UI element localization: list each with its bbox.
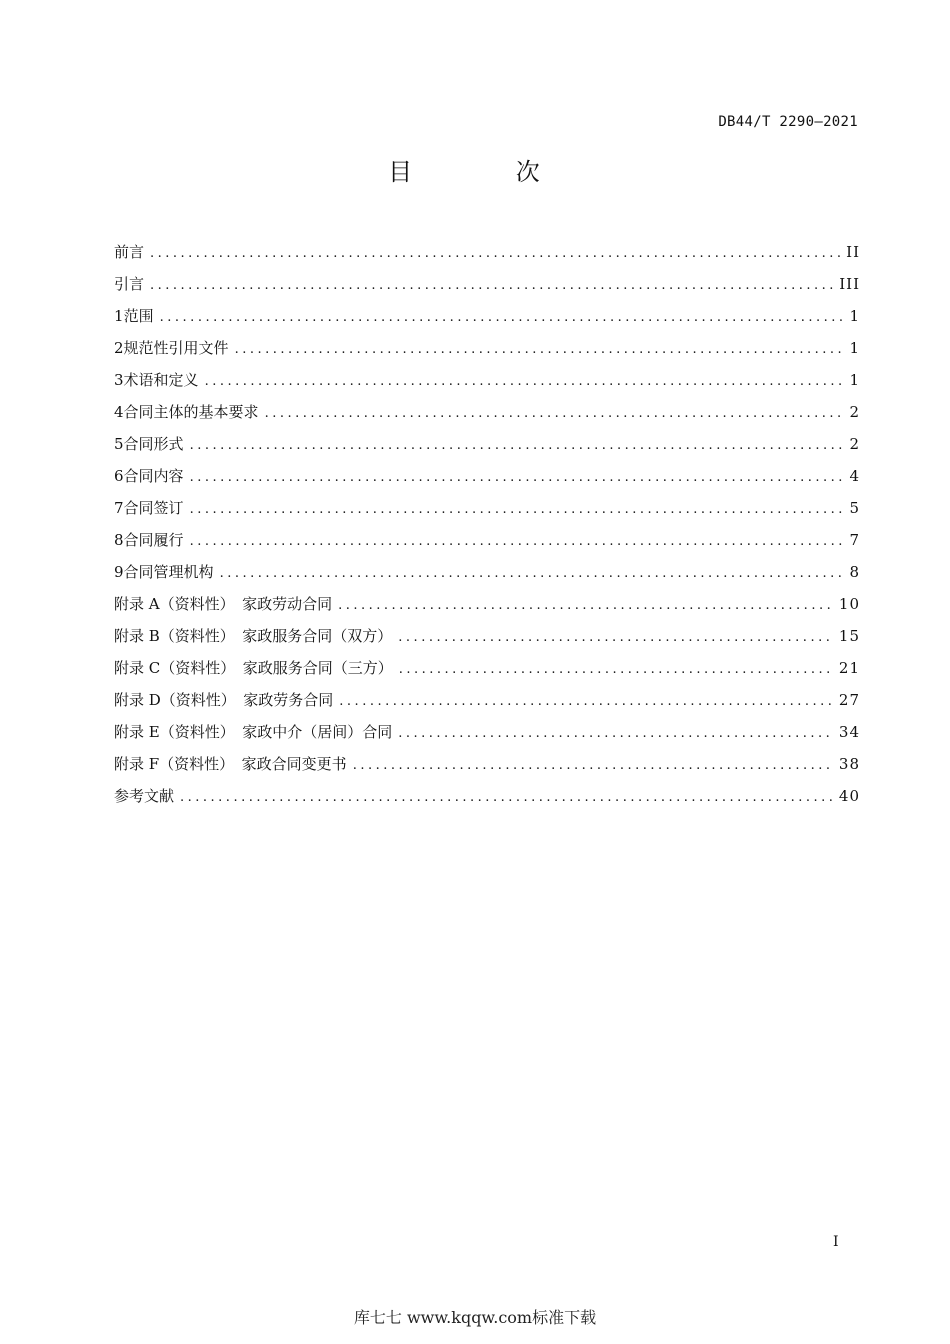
toc-entry-8[interactable] [114,524,860,556]
toc-label: 合同履行 [123,531,184,549]
toc-entry-5[interactable] [114,428,860,460]
toc-page: 1 [849,339,860,357]
toc-label: 合同内容 [123,467,184,485]
toc-entry-9[interactable] [114,556,860,588]
toc-leader [190,462,842,494]
toc-leader [398,622,833,654]
toc-page: 38 [838,755,860,773]
toc-leader [339,686,833,718]
toc-number: 8 [114,531,124,549]
toc-leader [399,654,833,686]
toc-entry-appendix-d[interactable] [114,684,860,716]
toc-page: 34 [838,723,860,741]
toc-leader [190,526,842,558]
toc-entry-appendix-e[interactable] [114,716,860,748]
toc-label: 前言 [114,243,145,261]
toc-page: 40 [838,787,860,805]
toc-leader [338,590,833,622]
toc-label: 附录 A（资料性） 家政劳动合同 [114,595,333,613]
toc-page: 10 [838,595,860,613]
toc-page: 4 [849,467,860,485]
toc-label: 术语和定义 [123,371,199,389]
toc-number: 6 [114,467,124,485]
toc-leader [180,782,833,814]
standard-code: DB44/T 2290—2021 [718,114,858,130]
toc-number: 4 [114,403,124,421]
toc-page: III [839,275,860,293]
toc-number: 2 [114,339,124,357]
table-of-contents [114,236,860,812]
toc-leader [235,334,842,366]
toc-page: 21 [838,659,860,677]
toc-leader [265,398,842,430]
toc-page: 2 [849,403,860,421]
toc-leader [398,718,833,750]
toc-label: 参考文献 [114,787,175,805]
toc-entry-3[interactable] [114,364,860,396]
footer-watermark: 库七七 www.kqqw.com标准下载 [353,1308,597,1327]
page-number: I [833,1234,839,1250]
toc-leader [150,238,840,270]
toc-leader [190,494,842,526]
toc-page: 1 [849,307,860,325]
toc-page: 2 [849,435,860,453]
toc-number: 9 [114,563,124,581]
toc-entry-appendix-b[interactable] [114,620,860,652]
toc-label: 引言 [114,275,145,293]
toc-entry-appendix-c[interactable] [114,652,860,684]
toc-label: 合同主体的基本要求 [123,403,259,421]
toc-leader [150,270,833,302]
toc-number: 3 [114,371,124,389]
toc-entry-appendix-a[interactable] [114,588,860,620]
toc-label: 合同形式 [123,435,184,453]
toc-entry-7[interactable] [114,492,860,524]
toc-entry-6[interactable] [114,460,860,492]
toc-label: 合同签订 [123,499,184,517]
toc-page: II [846,243,860,261]
toc-entry-appendix-f[interactable] [114,748,860,780]
toc-label: 附录 F（资料性） 家政合同变更书 [114,755,347,773]
toc-label: 附录 D（资料性） 家政劳务合同 [114,691,334,709]
toc-label: 合同管理机构 [123,563,214,581]
toc-label: 范围 [123,307,154,325]
toc-leader [190,430,842,462]
toc-page: 15 [838,627,860,645]
toc-leader [160,302,842,334]
toc-page: 8 [849,563,860,581]
toc-page: 1 [849,371,860,389]
toc-entry-references[interactable] [114,780,860,812]
toc-entry-1[interactable] [114,300,860,332]
toc-number: 5 [114,435,124,453]
toc-number: 7 [114,499,124,517]
toc-entry-4[interactable] [114,396,860,428]
toc-label: 规范性引用文件 [123,339,229,357]
toc-leader [353,750,833,782]
toc-entry-2[interactable] [114,332,860,364]
toc-leader [220,558,842,590]
page-title: 目 次 [388,158,588,186]
toc-entry-introduction[interactable] [114,268,860,300]
toc-label: 附录 C（资料性） 家政服务合同（三方） [114,659,393,677]
toc-page: 7 [849,531,860,549]
toc-entry-foreword[interactable] [114,236,860,268]
toc-label: 附录 E（资料性） 家政中介（居间）合同 [114,723,393,741]
toc-leader [205,366,842,398]
toc-label: 附录 B（资料性） 家政服务合同（双方） [114,627,393,645]
toc-number: 1 [114,307,124,325]
toc-page: 5 [849,499,860,517]
toc-page: 27 [838,691,860,709]
